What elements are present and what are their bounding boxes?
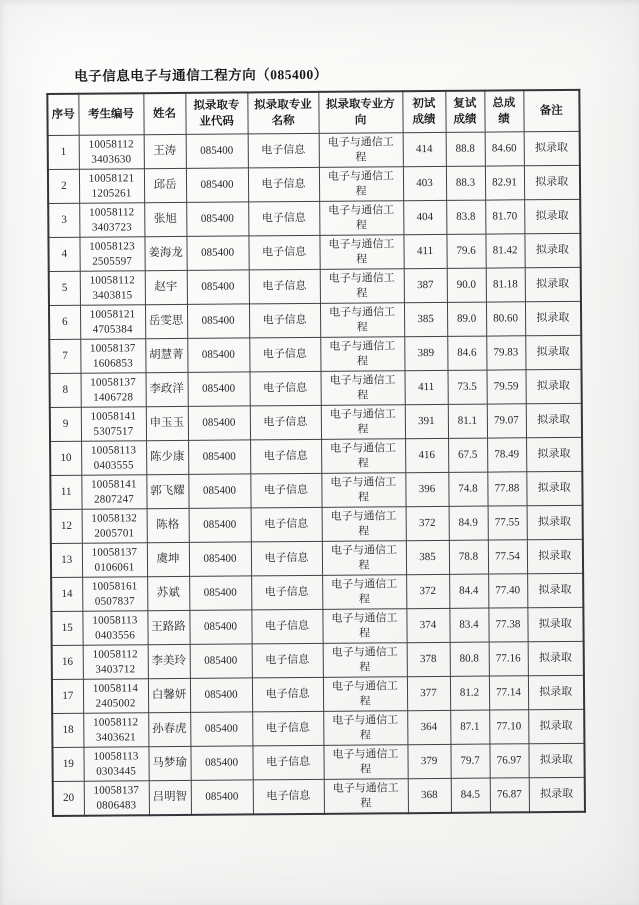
cell-no: 13 <box>51 543 82 577</box>
column-header-initial-score: 初试 成绩 <box>402 91 445 133</box>
cell-major-code: 085400 <box>187 338 249 372</box>
header-row <box>47 90 579 136</box>
cell-major-direction: 电子与通信工 程 <box>319 167 403 202</box>
cell-name: 胡慧菁 <box>145 338 187 372</box>
cell-candidate-id: 10058137 0806483 <box>84 781 149 816</box>
cell-no: 5 <box>49 271 80 305</box>
admission-table <box>46 89 586 817</box>
table-row <box>48 165 580 203</box>
cell-initial-score: 377 <box>407 676 450 710</box>
cell-major-direction: 电子与通信工 程 <box>320 269 404 304</box>
cell-name: 李政洋 <box>146 372 188 406</box>
cell-no: 6 <box>49 305 80 339</box>
cell-major-code: 085400 <box>186 168 248 202</box>
cell-major-name: 电子信息 <box>252 745 323 780</box>
cell-total-score: 78.49 <box>487 438 526 472</box>
cell-major-direction: 电子与通信工 程 <box>322 541 406 576</box>
cell-remark: 拟录取 <box>524 131 580 165</box>
cell-major-direction: 电子与通信工 程 <box>323 677 407 712</box>
table-row <box>50 403 582 441</box>
table-row <box>48 131 580 169</box>
cell-remark: 拟录取 <box>526 403 582 437</box>
cell-major-name: 电子信息 <box>248 201 319 236</box>
cell-total-score: 77.14 <box>489 676 528 710</box>
cell-major-name: 电子信息 <box>252 643 323 678</box>
cell-no: 16 <box>52 645 83 679</box>
cell-major-direction: 电子与通信工 程 <box>321 439 405 474</box>
cell-major-direction: 电子与通信工 程 <box>322 507 406 542</box>
cell-name: 李美玲 <box>148 644 190 678</box>
cell-major-name: 电子信息 <box>249 303 320 338</box>
cell-major-direction: 电子与通信工 程 <box>323 643 407 678</box>
cell-remark: 拟录取 <box>525 301 581 335</box>
cell-candidate-id: 10058112 3403630 <box>79 135 144 170</box>
table-row <box>49 301 581 339</box>
cell-total-score: 76.87 <box>490 778 529 813</box>
table-row <box>51 505 583 543</box>
cell-initial-score: 385 <box>406 540 449 574</box>
cell-major-direction: 电子与通信工 程 <box>320 303 404 338</box>
cell-name: 郭飞耀 <box>146 474 188 508</box>
cell-major-direction: 电子与通信工 程 <box>320 337 404 372</box>
column-header-candidate-id: 考生编号 <box>78 93 143 135</box>
cell-total-score: 79.07 <box>487 404 526 438</box>
cell-retest-score: 81.2 <box>450 676 489 710</box>
column-header-major-name: 拟录取专业 名称 <box>247 92 318 134</box>
cell-major-name: 电子信息 <box>249 337 320 372</box>
cell-candidate-id: 10058121 4705384 <box>80 305 145 340</box>
cell-major-code: 085400 <box>190 678 252 712</box>
cell-name: 王路路 <box>147 610 189 644</box>
cell-remark: 拟录取 <box>528 743 584 777</box>
cell-candidate-id: 10058123 2505597 <box>79 237 144 272</box>
cell-major-code: 085400 <box>187 304 249 338</box>
cell-major-code: 085400 <box>188 474 250 508</box>
cell-retest-score: 81.1 <box>448 404 487 438</box>
cell-retest-score: 73.5 <box>448 370 487 404</box>
cell-total-score: 82.91 <box>485 166 524 200</box>
cell-candidate-id: 10058141 2807247 <box>81 475 146 510</box>
cell-name: 陈格 <box>147 508 189 542</box>
cell-remark: 拟录取 <box>526 471 582 505</box>
cell-major-code: 085400 <box>189 576 251 610</box>
cell-name: 马梦瑜 <box>148 746 190 780</box>
cell-major-code: 085400 <box>188 406 250 440</box>
cell-major-code: 085400 <box>190 644 252 678</box>
cell-retest-score: 88.3 <box>446 166 485 200</box>
cell-name: 陈少康 <box>146 440 188 474</box>
cell-major-direction: 电子与通信工 程 <box>321 473 405 508</box>
cell-retest-score: 84.9 <box>449 506 488 540</box>
cell-no: 4 <box>48 237 79 271</box>
cell-major-name: 电子信息 <box>252 677 323 712</box>
cell-candidate-id: 10058112 3403723 <box>79 203 144 238</box>
cell-initial-score: 416 <box>405 438 448 472</box>
cell-total-score: 80.60 <box>486 302 525 336</box>
cell-retest-score: 89.0 <box>447 302 486 336</box>
cell-total-score: 79.83 <box>486 336 525 370</box>
cell-total-score: 81.42 <box>485 234 524 268</box>
cell-initial-score: 387 <box>404 268 447 302</box>
cell-candidate-id: 10058114 2405002 <box>83 679 148 714</box>
cell-total-score: 81.18 <box>486 268 525 302</box>
cell-name: 虞坤 <box>147 542 189 576</box>
cell-remark: 拟录取 <box>525 267 581 301</box>
cell-major-direction: 电子与通信工 程 <box>322 609 406 644</box>
table-row <box>51 539 583 577</box>
cell-candidate-id: 10058113 0403555 <box>81 441 146 476</box>
cell-retest-score: 87.1 <box>450 710 489 744</box>
cell-total-score: 81.70 <box>485 200 524 234</box>
cell-total-score: 77.16 <box>489 642 528 676</box>
cell-initial-score: 379 <box>407 744 450 778</box>
cell-major-code: 085400 <box>191 780 253 815</box>
cell-name: 孙春虎 <box>148 712 190 746</box>
cell-total-score: 77.55 <box>488 506 527 540</box>
table-row <box>48 233 580 271</box>
cell-initial-score: 404 <box>403 200 446 234</box>
cell-major-name: 电子信息 <box>250 473 321 508</box>
cell-no: 20 <box>53 781 84 816</box>
cell-initial-score: 372 <box>406 574 449 608</box>
cell-candidate-id: 10058137 0106061 <box>82 543 147 578</box>
cell-total-score: 76.97 <box>489 744 528 778</box>
cell-initial-score: 389 <box>404 336 447 370</box>
document-content <box>46 64 585 817</box>
cell-retest-score: 84.4 <box>449 574 488 608</box>
cell-candidate-id: 10058112 3403712 <box>83 645 148 680</box>
cell-name: 张旭 <box>144 202 186 236</box>
cell-candidate-id: 10058121 1205261 <box>79 169 144 204</box>
cell-major-name: 电子信息 <box>251 575 322 610</box>
cell-retest-score: 80.8 <box>450 642 489 676</box>
cell-initial-score: 411 <box>405 370 448 404</box>
cell-retest-score: 83.4 <box>449 608 488 642</box>
cell-total-score: 77.40 <box>488 574 527 608</box>
cell-major-name: 电子信息 <box>251 541 322 576</box>
cell-initial-score: 385 <box>404 302 447 336</box>
cell-remark: 拟录取 <box>527 539 583 573</box>
cell-name: 申玉玉 <box>146 406 188 440</box>
table-row <box>49 335 581 373</box>
page-title: 电子信息电子与通信工程方向（085400） <box>74 66 328 84</box>
column-header-total-score: 总成 绩 <box>484 90 523 132</box>
cell-total-score: 77.10 <box>489 710 528 744</box>
cell-remark: 拟录取 <box>528 641 584 675</box>
cell-candidate-id: 10058137 1406728 <box>81 373 146 408</box>
cell-major-direction: 电子与通信工 程 <box>323 745 407 780</box>
cell-retest-score: 78.8 <box>449 540 488 574</box>
cell-no: 14 <box>51 577 82 611</box>
cell-no: 11 <box>50 475 81 509</box>
cell-major-name: 电子信息 <box>248 133 319 168</box>
cell-initial-score: 372 <box>406 506 449 540</box>
cell-initial-score: 378 <box>407 642 450 676</box>
cell-candidate-id: 10058113 0403556 <box>82 611 147 646</box>
cell-retest-score: 90.0 <box>447 268 486 302</box>
cell-major-code: 085400 <box>188 440 250 474</box>
cell-major-direction: 电子与通信工 程 <box>319 201 403 236</box>
cell-remark: 拟录取 <box>529 777 585 812</box>
cell-major-code: 085400 <box>189 508 251 542</box>
cell-initial-score: 396 <box>405 472 448 506</box>
cell-initial-score: 374 <box>406 608 449 642</box>
cell-name: 吕明智 <box>149 780 191 815</box>
cell-major-name: 电子信息 <box>248 235 319 270</box>
table-body <box>48 131 585 816</box>
cell-candidate-id: 10058141 5307517 <box>81 407 146 442</box>
cell-major-direction: 电子与通信工 程 <box>319 235 403 270</box>
cell-name: 白馨妍 <box>148 678 190 712</box>
cell-initial-score: 411 <box>403 234 446 268</box>
cell-remark: 拟录取 <box>528 675 584 709</box>
cell-major-name: 电子信息 <box>251 609 322 644</box>
table-row <box>50 369 582 407</box>
cell-candidate-id: 10058113 0303445 <box>83 747 148 782</box>
cell-no: 19 <box>52 747 83 781</box>
cell-no: 1 <box>48 135 79 169</box>
table-row <box>48 199 580 237</box>
table-row <box>53 777 585 816</box>
table-row <box>51 607 583 645</box>
cell-major-name: 电子信息 <box>249 269 320 304</box>
cell-major-code: 085400 <box>186 202 248 236</box>
table-row <box>52 709 584 747</box>
cell-major-code: 085400 <box>186 236 248 270</box>
cell-initial-score: 364 <box>407 710 450 744</box>
cell-candidate-id: 10058132 2005701 <box>82 509 147 544</box>
table-row <box>50 437 582 475</box>
table-row <box>52 641 584 679</box>
cell-major-name: 电子信息 <box>248 167 319 202</box>
cell-candidate-id: 10058112 3403621 <box>83 713 148 748</box>
table-row <box>51 573 583 611</box>
cell-no: 3 <box>48 203 79 237</box>
table-row <box>52 675 584 713</box>
cell-initial-score: 403 <box>403 166 446 200</box>
cell-major-code: 085400 <box>189 610 251 644</box>
cell-major-name: 电子信息 <box>251 507 322 542</box>
cell-retest-score: 74.8 <box>448 472 487 506</box>
cell-name: 苏斌 <box>147 576 189 610</box>
cell-retest-score: 88.8 <box>446 132 485 166</box>
cell-remark: 拟录取 <box>524 233 580 267</box>
cell-candidate-id: 10058112 3403815 <box>80 271 145 306</box>
cell-retest-score: 79.7 <box>450 744 489 778</box>
cell-remark: 拟录取 <box>526 369 582 403</box>
cell-no: 10 <box>50 441 81 475</box>
cell-remark: 拟录取 <box>524 199 580 233</box>
column-header-no: 序号 <box>47 94 78 136</box>
cell-remark: 拟录取 <box>526 437 582 471</box>
cell-name: 王涛 <box>144 134 186 168</box>
column-header-major-direction: 拟录取专业方 向 <box>318 91 402 133</box>
cell-retest-score: 79.6 <box>446 234 485 268</box>
cell-initial-score: 391 <box>405 404 448 438</box>
cell-major-direction: 电子与通信工 程 <box>321 371 405 406</box>
cell-no: 12 <box>51 509 82 543</box>
table-row <box>50 471 582 509</box>
cell-remark: 拟录取 <box>527 505 583 539</box>
cell-major-code: 085400 <box>190 746 252 780</box>
cell-total-score: 77.54 <box>488 540 527 574</box>
cell-total-score: 84.60 <box>485 132 524 166</box>
cell-major-direction: 电子与通信工 程 <box>319 133 403 168</box>
cell-retest-score: 84.6 <box>447 336 486 370</box>
cell-no: 15 <box>51 611 82 645</box>
cell-major-name: 电子信息 <box>252 711 323 746</box>
cell-major-direction: 电子与通信工 程 <box>323 711 407 746</box>
cell-major-code: 085400 <box>187 270 249 304</box>
cell-major-code: 085400 <box>186 134 248 168</box>
cell-initial-score: 414 <box>403 132 446 166</box>
column-header-remark: 备注 <box>523 90 579 132</box>
cell-no: 9 <box>50 407 81 441</box>
cell-retest-score: 84.5 <box>451 778 490 813</box>
cell-total-score: 77.38 <box>488 608 527 642</box>
table-row <box>49 267 581 305</box>
cell-major-code: 085400 <box>188 372 250 406</box>
cell-remark: 拟录取 <box>525 335 581 369</box>
cell-name: 岳雯思 <box>145 304 187 338</box>
table-row <box>52 743 584 781</box>
column-header-major-code: 拟录取专 业代码 <box>185 92 247 134</box>
column-header-retest-score: 复试 成绩 <box>445 91 484 133</box>
cell-candidate-id: 10058161 0507837 <box>82 577 147 612</box>
cell-remark: 拟录取 <box>527 573 583 607</box>
cell-major-name: 电子信息 <box>250 405 321 440</box>
cell-major-code: 085400 <box>189 542 251 576</box>
cell-major-direction: 电子与通信工 程 <box>322 575 406 610</box>
cell-name: 赵宇 <box>145 270 187 304</box>
cell-total-score: 77.88 <box>487 472 526 506</box>
cell-name: 邱岳 <box>144 168 186 202</box>
cell-no: 8 <box>50 373 81 407</box>
cell-retest-score: 67.5 <box>448 438 487 472</box>
cell-no: 18 <box>52 713 83 747</box>
cell-major-name: 电子信息 <box>250 439 321 474</box>
cell-remark: 拟录取 <box>527 607 583 641</box>
column-header-name: 姓名 <box>143 93 185 135</box>
cell-initial-score: 368 <box>408 778 451 813</box>
cell-no: 7 <box>49 339 80 373</box>
cell-major-name: 电子信息 <box>253 779 324 814</box>
cell-retest-score: 83.8 <box>446 200 485 234</box>
cell-total-score: 79.59 <box>487 370 526 404</box>
cell-remark: 拟录取 <box>528 709 584 743</box>
cell-major-direction: 电子与通信工 程 <box>321 405 405 440</box>
cell-major-code: 085400 <box>190 712 252 746</box>
cell-candidate-id: 10058137 1606853 <box>80 339 145 374</box>
cell-major-name: 电子信息 <box>250 371 321 406</box>
cell-major-direction: 电子与通信工 程 <box>324 779 408 814</box>
cell-no: 17 <box>52 679 83 713</box>
cell-no: 2 <box>48 169 79 203</box>
cell-remark: 拟录取 <box>524 165 580 199</box>
cell-name: 姜海龙 <box>144 236 186 270</box>
